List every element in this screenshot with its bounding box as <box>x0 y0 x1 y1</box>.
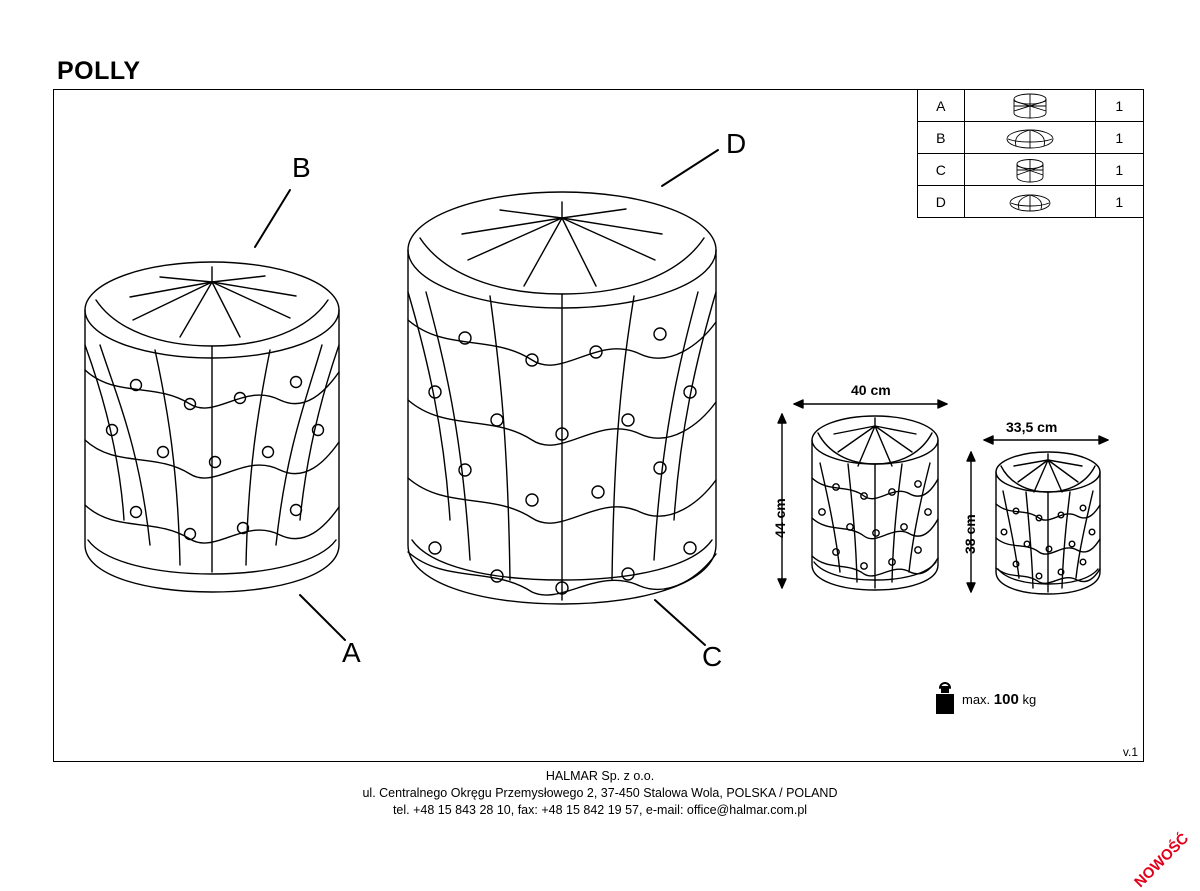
callout-label-D: D <box>726 128 747 159</box>
part-icon-c-cell <box>964 154 1095 186</box>
callout-label-B: B <box>292 152 311 183</box>
part-label-a: A <box>918 90 965 122</box>
callout-label-A: A <box>342 637 361 668</box>
part-qty-b: 1 <box>1095 122 1143 154</box>
part-label-b: B <box>918 122 965 154</box>
footer-company: HALMAR Sp. z o.o. <box>545 769 655 783</box>
dimension-label-large-width: 40 cm <box>851 382 891 398</box>
part-label-c: C <box>918 154 965 186</box>
table-row <box>918 154 1144 186</box>
table-row <box>918 90 1144 122</box>
part-icon-a-cell <box>964 90 1095 122</box>
max-load-value: 100 <box>993 691 1019 708</box>
document-version: v.1 <box>1122 745 1138 759</box>
part-qty-a: 1 <box>1095 90 1143 122</box>
max-load-prefix: max. <box>962 692 994 707</box>
pouf-small-body-icon <box>1003 157 1057 183</box>
max-load-unit: kg <box>1018 692 1037 707</box>
callout-label-C: C <box>702 641 723 672</box>
part-label-d: D <box>918 186 965 218</box>
part-qty-d: 1 <box>1095 186 1143 218</box>
max-load-label <box>962 691 1036 708</box>
part-qty-c: 1 <box>1095 154 1143 186</box>
pouf-large-top-icon <box>1000 125 1060 151</box>
table-row <box>918 186 1144 218</box>
pouf-small-top-icon <box>1003 189 1057 215</box>
novelty-badge: NOWOŚĆ <box>1131 829 1192 891</box>
page-title: POLLY <box>57 57 141 85</box>
dimension-label-small-width: 33,5 cm <box>1006 419 1058 435</box>
parts-table <box>917 89 1144 218</box>
part-icon-b-cell <box>964 122 1095 154</box>
dimension-label-large-height: 44 cm <box>772 498 788 538</box>
footer-address: ul. Centralnego Okręgu Przemysłowego 2, 37-450 Stalowa Wola, POLSKA / POLAND <box>362 786 838 800</box>
footer <box>0 768 1200 819</box>
part-icon-d-cell <box>964 186 1095 218</box>
dimension-label-small-height: 38 cm <box>962 514 978 554</box>
pouf-large-body-icon <box>1000 93 1060 119</box>
footer-contact: tel. +48 15 843 28 10, fax: +48 15 842 19 57, e-mail: office@halmar.com.pl <box>392 803 808 817</box>
table-row <box>918 122 1144 154</box>
